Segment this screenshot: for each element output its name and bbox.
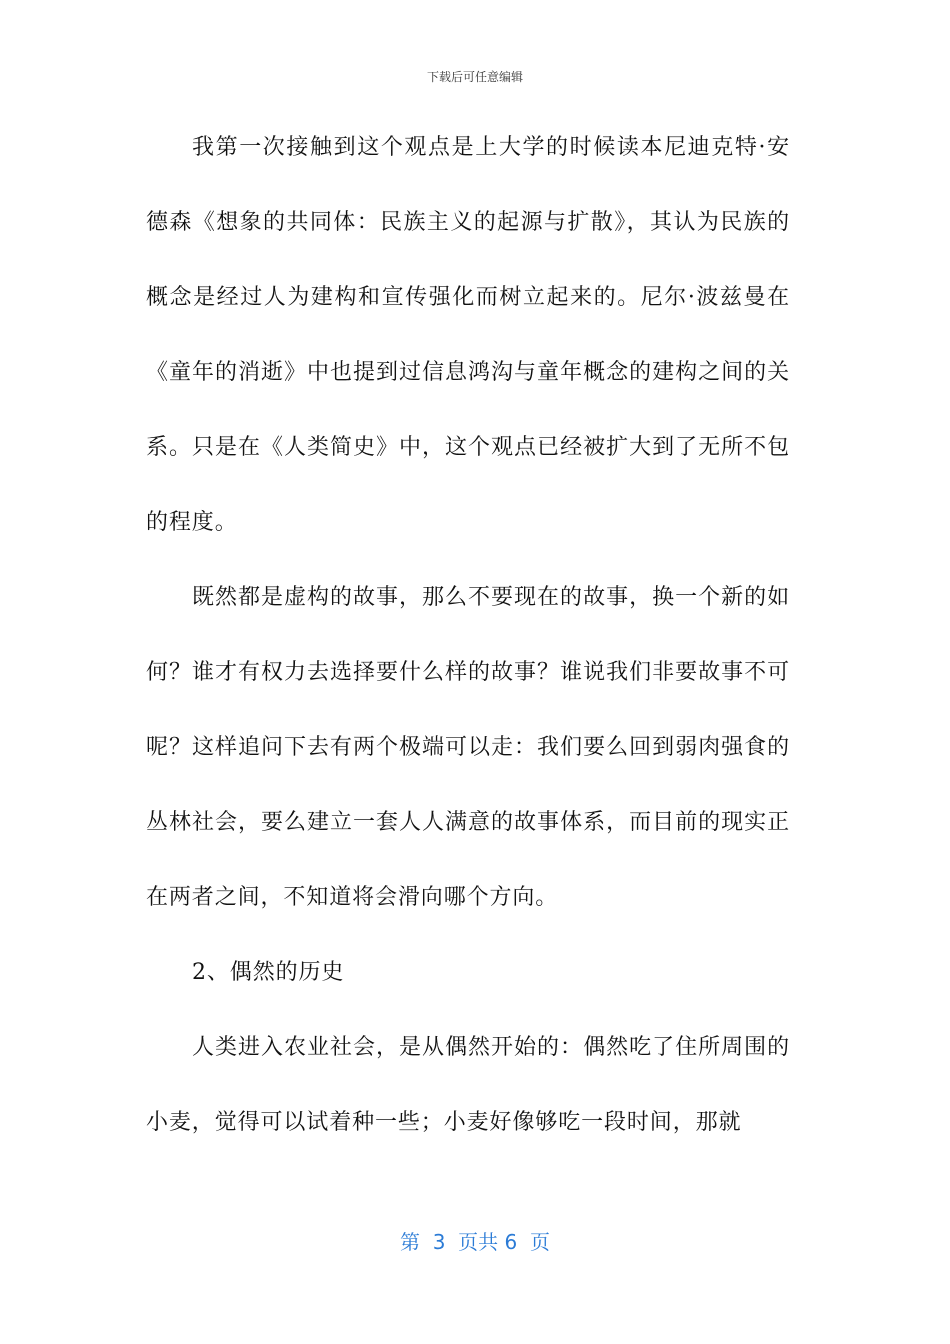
header-note: 下载后可任意编辑: [426, 70, 523, 84]
paragraph-2: 既然都是虚构的故事，那么不要现在的故事，换一个新的如何？谁才有权力去选择要什么样的故事？谁说我们非要故事不可呢？这样追问下去有两个极端可以走：我们要么回到弱肉强食的丛林社会，要么建立一套人人满意的故事体系，而目前的现实正在两者之间，不知道将会滑向哪个方向。: [146, 585, 790, 910]
page-number-footer: 第 3 页共 6 页: [400, 1230, 550, 1254]
section-heading: 2、偶然的历史: [192, 960, 345, 985]
document-body: [146, 110, 790, 1160]
paragraph-1: 我第一次接触到这个观点是上大学的时候读本尼迪克特·安德森《想象的共同体：民族主义的起源与扩散》，其认为民族的概念是经过人为建构和宣传强化而树立起来的。尼尔·波兹曼在《童年的消逝》中也提到过信息鸿沟与童年概念的建构之间的关系。只是在《人类简史》中，这个观点已经被扩大到了无所不包的程度。: [146, 135, 790, 535]
paragraph-3: 人类进入农业社会，是从偶然开始的：偶然吃了住所周围的小麦，觉得可以试着种一些；小麦好像够吃一段时间，那就: [146, 1035, 790, 1135]
